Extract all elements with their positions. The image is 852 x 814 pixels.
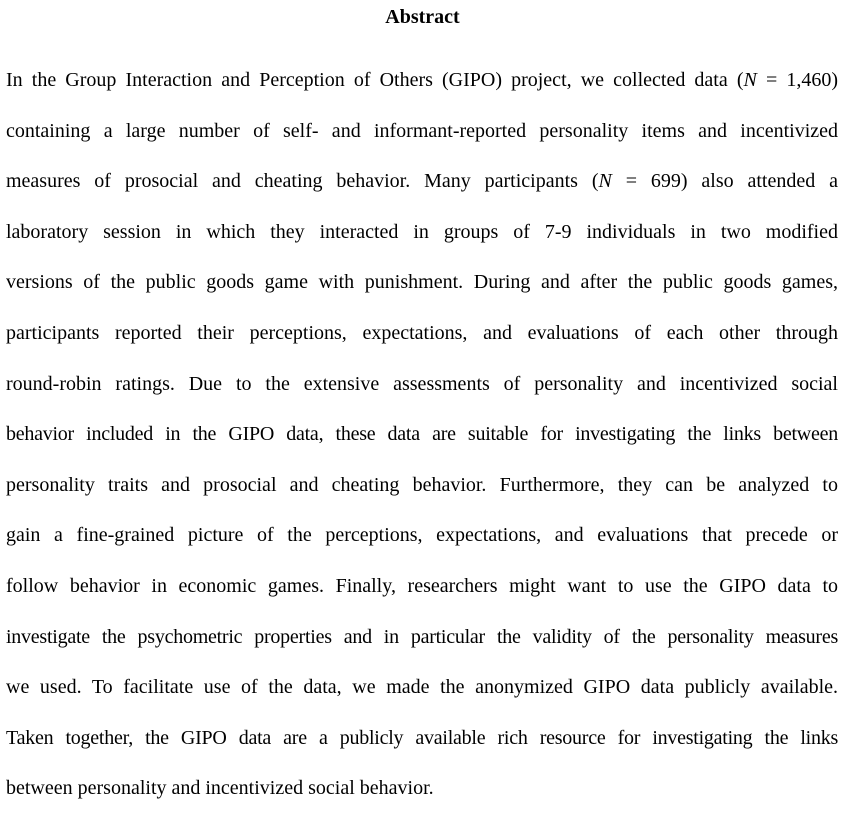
abstract-line: behavior included in the GIPO data, these data are suitable for investigating the links between — [6, 423, 838, 446]
abstract-line: personality traits and prosocial and cheating behavior. Furthermore, they can be analyzed to — [6, 473, 838, 496]
abstract-line: between personality and incentivized social behavior. — [6, 777, 434, 800]
abstract-line: containing a large number of self- and informant-reported personality items and incentivized — [6, 119, 838, 142]
abstract-line: participants reported their perceptions, expectations, and evaluations of each other through — [6, 321, 838, 344]
abstract-line: round-robin ratings. Due to the extensive assessments of personality and incentivized social — [6, 372, 838, 395]
abstract-line: versions of the public goods game with punishment. During and after the public goods games, — [6, 271, 838, 294]
abstract-line: In the Group Interaction and Perception of Others (GIPO) project, we collected data (N = 1,460) — [6, 69, 839, 91]
abstract-heading: Abstract — [385, 6, 460, 28]
abstract-line: follow behavior in economic games. Finally, researchers might want to use the GIPO data to — [6, 574, 838, 597]
abstract-line: measures of prosocial and cheating behavior. Many participants (N = 699) also attended a — [6, 170, 838, 193]
abstract-line: Taken together, the GIPO data are a publicly available rich resource for investigating the links — [6, 726, 838, 749]
abstract-line: laboratory session in which they interacted in groups of 7-9 individuals in two modified — [6, 220, 838, 243]
abstract-body — [6, 55, 838, 814]
abstract-line: we used. To facilitate use of the data, we made the anonymized GIPO data publicly available. — [6, 676, 838, 699]
abstract-line: investigate the psychometric properties and in particular the validity of the personality measures — [6, 625, 838, 648]
abstract-line: gain a fine-grained picture of the perceptions, expectations, and evaluations that precede or — [6, 524, 838, 547]
